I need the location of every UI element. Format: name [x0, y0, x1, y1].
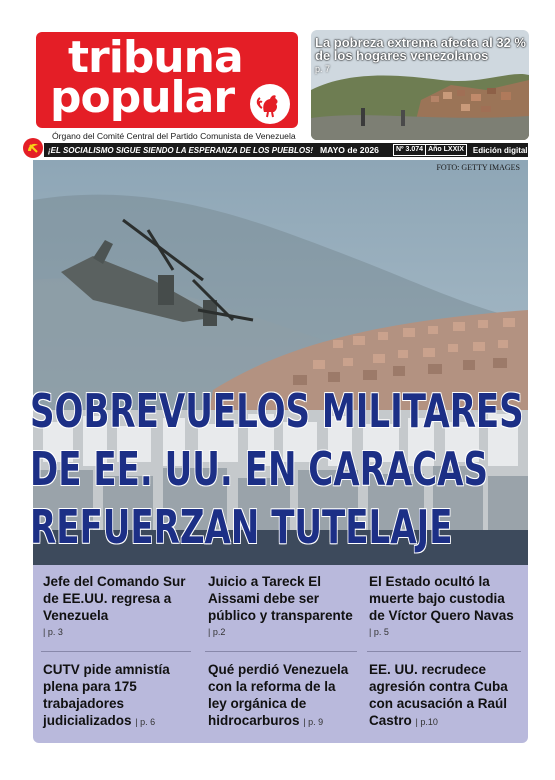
story-title: EE. UU. recrudece agresión contra Cuba con acusación a Raúl Castro — [369, 662, 508, 728]
story-title: Jefe del Comando Sur de EE.UU. regresa a Venezuela — [43, 574, 186, 623]
story-title: Qué perdió Venezuela con la reforma de la ley orgánica de hidrocarburos — [208, 662, 349, 728]
rooster-icon — [250, 84, 290, 124]
story-victor-quero-navas[interactable] — [369, 573, 521, 641]
stories-panel — [33, 565, 528, 743]
story-cutv-amnistia[interactable] — [43, 661, 193, 731]
hammer-sickle-star-icon — [22, 137, 44, 159]
headline-line-1: SOBREVUELOS MILITARES — [30, 384, 524, 438]
slogan-bar — [44, 143, 528, 157]
masthead-logo — [36, 32, 298, 128]
slogan-text: ¡EL SOCIALISMO SIGUE SIENDO LA ESPERANZA DE LOS PUEBLOS! — [48, 145, 314, 155]
issue-date: MAYO de 2026 — [320, 145, 379, 155]
brand-title-line2: popular — [50, 72, 235, 123]
divider — [367, 651, 521, 652]
headline-line-3: REFUERZAN TUTELAJE — [30, 500, 453, 554]
story-title: El Estado ocultó la muerte bajo custodia de Víctor Quero Navas — [369, 574, 514, 623]
photo-credit: FOTO: GETTY IMAGES — [436, 163, 520, 172]
story-hidrocarburos[interactable] — [208, 661, 358, 731]
teaser-poverty-story[interactable] — [311, 30, 529, 140]
story-cuba-raul-castro[interactable] — [369, 661, 519, 731]
story-page-ref: | p. 9 — [303, 717, 324, 727]
story-page-ref: | p.2 — [208, 627, 226, 637]
divider — [41, 651, 191, 652]
story-tareck-aissami[interactable] — [208, 573, 358, 641]
story-page-ref: | p. 5 — [369, 627, 389, 637]
issue-info — [393, 144, 467, 156]
teaser-title: La pobreza extrema afecta al 32 % de los hogares venezolanos — [315, 35, 526, 63]
story-page-ref: | p. 6 — [135, 717, 156, 727]
issue-number: Nº 3.074 — [396, 146, 424, 153]
brand-title-line1: tribuna — [68, 32, 243, 83]
issue-year: Año LXXIX — [425, 145, 466, 155]
teaser-page-ref: p. 7 — [315, 64, 331, 74]
main-headline[interactable] — [30, 382, 530, 556]
divider — [205, 651, 357, 652]
story-title: Juicio a Tareck El Aissami debe ser público y transparente — [208, 574, 353, 623]
headline-line-2: DE EE. UU. EN CARACAS — [30, 442, 489, 496]
story-page-ref: | p. 3 — [43, 627, 63, 637]
story-comando-sur[interactable] — [43, 573, 193, 641]
masthead-organ-subtitle: Órgano del Comité Central del Partido Comunista de Venezuela — [52, 131, 296, 141]
story-page-ref: | p.10 — [415, 717, 438, 727]
edition-label: Edición digital — [472, 145, 528, 155]
story-title: CUTV pide amnistía plena para 175 trabajadores judicializados — [43, 662, 170, 728]
